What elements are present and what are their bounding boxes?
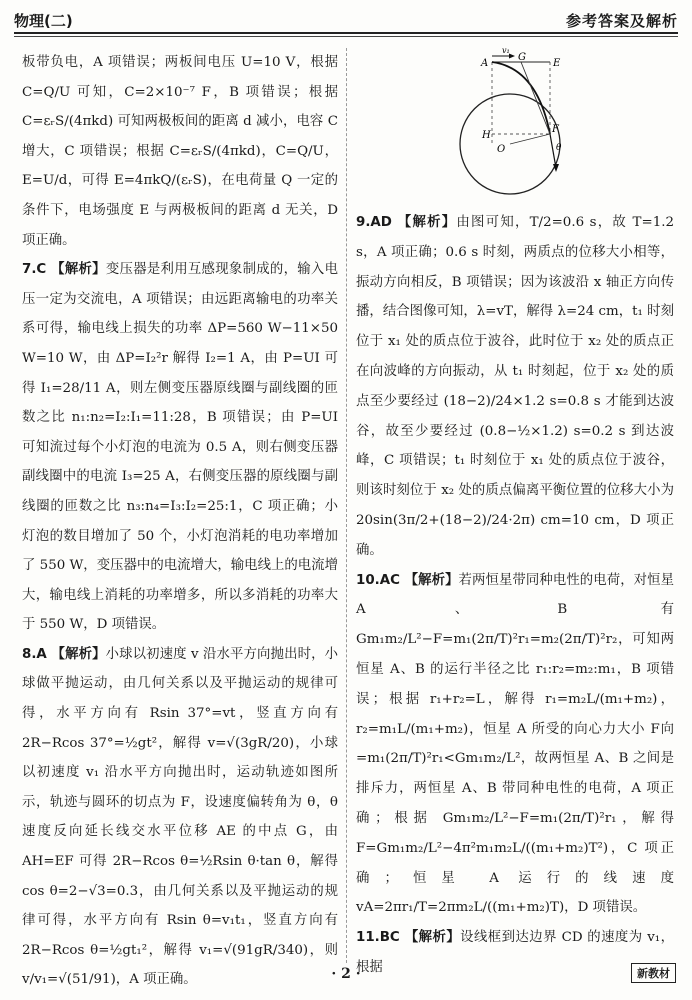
back-extension-fg	[521, 62, 550, 134]
answer-label: 10.AC 【解析】	[356, 572, 459, 588]
subject-title: 物理(二)	[14, 12, 73, 30]
answer-label: 8.A 【解析】	[22, 646, 106, 662]
label-e: E	[553, 58, 561, 69]
label-theta: θ	[556, 143, 562, 153]
header-rule-thick	[14, 32, 678, 34]
v1-arrow-head	[509, 54, 515, 59]
answer-label: 7.C 【解析】	[22, 262, 106, 278]
header-rule-thin	[14, 36, 678, 37]
answer-text: 由图可知，T/2=0.6 s，故 T=1.2 s，A 项正确；0.6 s 时刻，两质点的位移大小相等，振动方向相反，B 项错误；因为该波沿 x 轴正方向传播，结合图像可知，λ=vT，解得 λ=24 cm，t₁ 时刻位于 x₁ 处的质点位于波谷，此时位于 x₂ 处的质点正在向波峰的方向振动，从 t₁ 时刻起，位于 x₂ 处的质点至少要经过 (18−2)/24×1.2 s=0.8 s 才能到达波谷，故至少要经过 (0.8−½×1.2) s=0.2 s 到达波峰，C 项错误；t₁ 时刻位于 x₁ 处的质点位于波谷，则该时刻位于 x₂ 处的质点偏离平衡位置的位移大小为 20sin(3π/2+(18−2)/24·2π) cm=10 cm，D 项正确。	[356, 215, 674, 558]
answer-text: 小球以初速度 v 沿水平方向抛出时，小球做平抛运动，由几何关系以及平抛运动的规律可得，水平方向有 Rsin 37°=vt，竖直方向有 2R−Rcos 37°=½gt²，解得 v=√(3gR/20)，小球以初速度 v₁ 沿水平方向抛出时，运动轨迹如图所示，轨迹与圆环的切点为 F，设速度偏转角为 θ，θ 速度反向延长线交水平位移 AE 的中点 G，由 AH=EF 可得 2R−Rcos θ=½Rsin θ·tan θ，解得 cos θ=2−√3=0.3，由几何关系以及平抛运动的规律可得，水平方向有 Rsin θ=v₁t₁，竖直方向有 2R−Rcos θ=½gt₁²，解得 v₁=√(91gR/340)，则 v/v₁=√(51/91)，A 项正确。	[22, 646, 339, 988]
answer-8	[22, 640, 338, 995]
answer-7	[22, 255, 338, 640]
section-title: 参考答案及解析	[565, 12, 678, 30]
radius-of	[510, 134, 550, 144]
answer-10	[356, 566, 674, 924]
left-column	[22, 48, 338, 995]
label-v1: v₁	[502, 46, 510, 55]
right-column	[356, 208, 674, 983]
answer-text: 设线框到达边界 CD 的速度为 v₁，根据	[356, 930, 674, 975]
answer-text: 板带负电，A 项错误；两板间电压 U=10 V，根据 C=Q/U 可知，C=2×10⁻⁷ F，B 项错误；根据 C=εᵣS/(4πkd) 可知两极板间的距离 d 减小，电容 C 增大，C 项错误；根据 C=εᵣS/(4πkd)，C=Q/U，E=U/d，可得 E=4πkQ/(εᵣS)，在电荷量 Q 一定的条件下，电场强度 E 与两极板间的距离 d 无关，D 项正确。	[22, 55, 338, 248]
answer-label: 9.AD 【解析】	[356, 215, 457, 230]
answer-label: 11.BC 【解析】	[356, 930, 461, 946]
column-divider	[346, 48, 347, 963]
label-f: F	[552, 124, 559, 135]
label-h: H	[482, 130, 491, 141]
answer-9	[356, 208, 674, 566]
page-number: · 2 ·	[331, 966, 361, 982]
answer-6-continued	[22, 48, 338, 255]
edition-badge: 新教材	[631, 963, 676, 983]
answer-text: 变压器是利用互感现象制成的，输入电压一定为交流电，A 项错误；由远距离输电的功率关系可得，输电线上损失的功率 ΔP=560 W−11×50 W=10 W，由 ΔP=I₂²r 解得 I₂=1 A，由 P=UI 可得 I₁=28/11 A，则左侧变压器原线圈与副线圈的匝数之比 n₁:n₂=I₂:I₁=11:28，B 项错误；由 P=UI 可知流过每个小灯泡的电流为 0.5 A，则右侧变压器副线圈中的电流 I₃=25 A，右侧变压器的原线圈与副线圈的匝数之比 n₃:n₄=I₃:I₂=25:1，C 项正确；小灯泡的数目增加了 50 个，小灯泡消耗的电功率增加了 550 W，变压器中的电流增大，输电线上的电流增大，输电线上消耗的功率增多，所以多消耗的功率大于 550 W，D 项错误。	[22, 262, 338, 633]
label-g: G	[518, 52, 526, 63]
label-o: O	[497, 144, 506, 155]
trajectory-curve	[492, 62, 550, 134]
answer-text: 若两恒星带同种电性的电荷，对恒星 A、B 有 Gm₁m₂/L²−F=m₁(2π/T)²r₁=m₂(2π/T)²r₂，可知两恒星 A、B 的运行半径之比 r₁:r₂=m₂:m₁，B 项错误；根据 r₁+r₂=L，解得 r₁=m₂L/(m₁+m₂)，r₂=m₁L/(m₁+m₂)，恒星 A 所受的向心力大小 F向=m₁(2π/T)²r₁<Gm₁m₂/L²，故两恒星 A、B 之间是排斥力，两恒星 A、B 带同种电性的电荷，A 项正确；根据 Gm₁m₂/L²−F=m₁(2π/T)²r₁，解得 F=Gm₁m₂/L²−4π²m₁m₂L/((m₁+m₂)T²)，C 项正确；恒星 A 运行的线速度 vA=2πr₁/T=2πm₂L/((m₁+m₂)T)，D 项错误。	[356, 572, 675, 916]
label-a: A	[481, 58, 489, 69]
projectile-circle-diagram	[452, 46, 582, 198]
